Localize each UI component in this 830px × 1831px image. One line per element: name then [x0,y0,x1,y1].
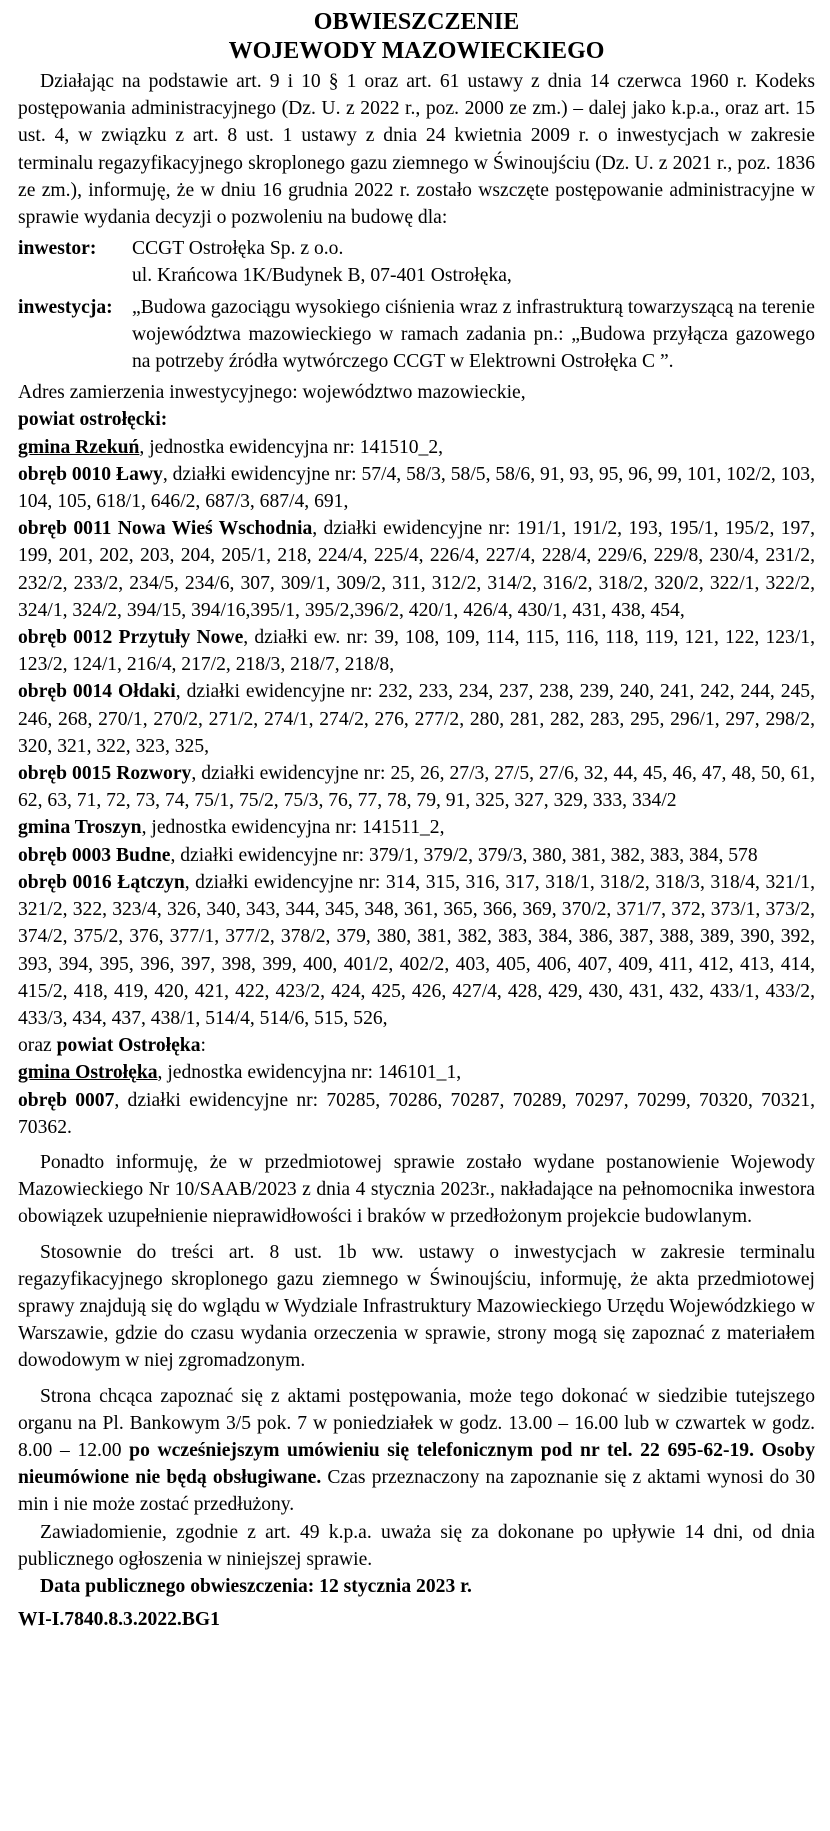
obreb-0003 [18,842,815,869]
oraz-suffix: : [200,1035,206,1057]
gmina-rzekun [18,434,815,461]
gmina-rzekun-details: , jednostka ewidencyjna nr: 141510_2, [139,436,444,458]
paragraph-strona [18,1383,815,1519]
reference-number: WI-I.7840.8.3.2022.BG1 [18,1609,220,1631]
obreb-0007 [18,1087,815,1141]
oraz-powiat-ostroleka [18,1032,815,1059]
obreb-0007-parcels: , działki ewidencyjne nr: 70285, 70286, 70287, 70289, 70297, 70299, 70320, 70321, 70362. [18,1089,815,1138]
gmina-troszyn-details: , jednostka ewidencyjna nr: 141511_2, [141,817,445,839]
obreb-0011 [18,515,815,624]
investment-label: inwestycja: [18,296,113,318]
obreb-0014 [18,678,815,760]
paragraph-stosownie: Stosownie do treści art. 8 ust. 1b ww. ustawy o inwestycjach w zakresie terminalu regazyfikacyjnego skroplonego gazu ziemnego w Świnoujściu, informuję, że akta przedmiotowej sprawy znajdują się do wglądu w Wydziale Infrastruktury Mazowieckiego Urzędu Wojewódzkiego w Warszawie, gdzie do czasu wydania orzeczenia w sprawie, strony mogą się zapoznać z materiałem dowodowym w niej zgromadzonym. [18,1241,815,1372]
gmina-troszyn [18,814,815,841]
obreb-0012-parcels: , działki ew. nr: 39, 108, 109, 114, 115, 116, 118, 119, 121, 122, 123/1, 123/2, 124/1, 216/4, 217/2, 218/3, 218/7, 218/8, [18,627,815,676]
obreb-0015-name: obręb 0015 Rozwory [18,763,192,785]
obreb-0014-name: obręb 0014 Ołdaki [18,681,176,703]
obreb-0016-name: obręb 0016 Łątczyn [18,871,185,893]
gmina-rzekun-name: gmina Rzekuń [18,436,140,458]
publication-date: Data publicznego obwieszczenia: 12 stycznia 2023 r. [40,1575,472,1597]
address-intro: Adres zamierzenia inwestycyjnego: województwo mazowieckie, [18,382,526,404]
strona-part-2: Czas przeznaczony na zapoznanie się z aktami wynosi do 30 min i nie może zostać przedłużony. [18,1467,815,1516]
gmina-ostroleka-name: gmina Ostrołęka [18,1062,158,1084]
obreb-0011-parcels: , działki ewidencyjne nr: 191/1, 191/2, 193, 195/1, 195/2, 197, 199, 201, 202, 203, 204, 205/1, 218, 224/4, 225/4, 226/4, 227/4, 228/4, 229/6, 229/8, 230/4, 231/2, 232/2, 233/2, 234/5, 234/6, 307, 309/1, 309/2, 311, 312/2, 314/2, 316/2, 318/2, 320/2, 322/1, 322/2, 324/1, 324/2, 394/15, 394/16,395/1, 395/2,396/2, 420/1, 426/4, 430/1, 431, 438, 454, [18,518,815,621]
investment-block [18,294,815,376]
obreb-0007-name: obręb 0007 [18,1089,115,1111]
investor-address: ul. Krańcowa 1K/Budynek B, 07-401 Ostrołęka, [132,265,512,287]
investor-label: inwestor: [18,238,97,260]
investor-name: CCGT Ostrołęka Sp. z o.o. [132,238,344,260]
oraz-prefix: oraz [18,1035,57,1057]
obreb-0003-parcels: , działki ewidencyjne nr: 379/1, 379/2, 379/3, 380, 381, 382, 383, 384, 578 [170,844,758,866]
obreb-0014-parcels: , działki ewidencyjne nr: 232, 233, 234, 237, 238, 239, 240, 241, 242, 244, 245, 246, 268, 270/1, 270/2, 271/2, 274/1, 274/2, 276, 277/2, 280, 281, 282, 283, 295, 296/1, 297, 298/2, 320, 321, 322, 323, 325, [18,681,815,757]
obreb-0015-parcels: , działki ewidencyjne nr: 25, 26, 27/3, 27/5, 27/6, 32, 44, 45, 46, 47, 48, 50, 61, 62, 63, 71, 72, 73, 74, 75/1, 75/2, 75/3, 76, 77, 78, 79, 91, 325, 327, 329, 333, 334/2 [18,763,815,812]
gmina-troszyn-name: gmina Troszyn [18,817,142,839]
intro-paragraph: Działając na podstawie art. 9 i 10 § 1 oraz art. 61 ustawy z dnia 14 czerwca 1960 r. Kodeks postępowania administracyjnego (Dz. U. z 2022 r., poz. 2000 ze zm.) – dalej jako k.p.a., oraz art. 15 ust. 4, w związku z art. 8 ust. 1 ustawy z dnia 24 kwietnia 2009 r. o inwestycjach w zakresie terminalu regazyfikacyjnego skroplonego gazu ziemnego w Świnoujściu (Dz. U. z 2021 r., poz. 1836 ze zm.), informuję, że w dniu 16 grudnia 2022 r. zostało wszczęte postępowanie administracyjne w sprawie wydania decyzji o pozwoleniu na budowę dla: [18,71,815,229]
investor-block [18,235,815,289]
title-line-1: OBWIESZCZENIE [313,9,520,35]
paragraph-postanowienie: Ponadto informuję, że w przedmiotowej sprawie zostało wydane postanowienie Wojewody Mazowieckiego Nr 10/SAAB/2023 z dnia 4 stycznia 2023r., nakładające na pełnomocnika inwestora obowiązek uzupełnienie nieprawidłowości i braków w przedłożonym projekcie budowlanym. [18,1151,815,1228]
obreb-0010 [18,461,815,515]
investor-value [132,235,815,289]
obreb-0010-name: obręb 0010 Ławy [18,463,163,485]
investment-description: „Budowa gazociągu wysokiego ciśnienia wraz z infrastrukturą towarzyszącą na terenie województwa mazowieckiego w ramach zadania pn.: „Budowa przyłącza gazowego na potrzeby źródła wytwórczego CCGT w Elektrowni Ostrołęka C ”. [132,296,815,373]
gmina-ostroleka [18,1059,815,1086]
obreb-0012-name: obręb 0012 Przytuły Nowe [18,627,244,649]
gmina-ostroleka-details: , jednostka ewidencyjna nr: 146101_1, [157,1062,462,1084]
paragraph-zawiadomienie: Zawiadomienie, zgodnie z art. 49 k.p.a. uważa się za dokonane po upływie 14 dni, od dnia publicznego ogłoszenia w niniejszej sprawie. [18,1521,815,1570]
obreb-0016-parcels: , działki ewidencyjne nr: 314, 315, 316, 317, 318/1, 318/2, 318/3, 318/4, 321/1, 321/2, 322, 323/4, 326, 340, 343, 344, 345, 348, 361, 365, 366, 369, 370/2, 371/7, 372, 373/1, 373/2, 374/2, 375/2, 376, 377/1, 377/2, 378/2, 379, 380, 381, 382, 383, 384, 386, 387, 388, 389, 390, 392, 393, 394, 395, 396, 397, 398, 399, 400, 401/2, 402/2, 403, 405, 406, 407, 409, 411, 412, 413, 414, 415/2, 418, 419, 420, 421, 422, 423/2, 424, 425, 426, 427/4, 428, 429, 430, 431, 432, 433/1, 433/2, 433/3, 434, 437, 438/1, 514/4, 514/6, 515, 526, [18,871,815,1029]
obreb-0011-name: obręb 0011 Nowa Wieś Wschodnia [18,518,313,540]
obreb-0003-name: obręb 0003 Budne [18,844,171,866]
obreb-0010-parcels: , działki ewidencyjne nr: 57/4, 58/3, 58/5, 58/6, 91, 93, 95, 96, 99, 101, 102/2, 103, 104, 105, 618/1, 646/2, 687/3, 687/4, 691, [18,463,815,513]
powiat-ostrolecki-heading: powiat ostrołęcki: [18,409,168,431]
obreb-0015 [18,760,815,814]
powiat-ostroleka-name: powiat Ostrołęka [56,1035,201,1057]
obreb-0016 [18,869,815,1032]
obreb-0012 [18,624,815,678]
strona-bold-notice: po wcześniejszym umówieniu się telefonicznym pod nr tel. 22 695-62-19. Osoby nieumówione nie będą obsługiwane. [18,1439,815,1489]
document-title [18,8,815,66]
title-line-2: WOJEWODY MAZOWIECKIEGO [228,38,605,64]
strona-part-1: Strona chcąca zapoznać się z aktami postępowania, może tego dokonać w siedzibie tutejszego organu na Pl. Bankowym 3/5 pok. 7 w poniedziałek w godz. 13.00 – 16.00 lub w czwartek w godz. 8.00 – 12.00 [18,1385,815,1461]
